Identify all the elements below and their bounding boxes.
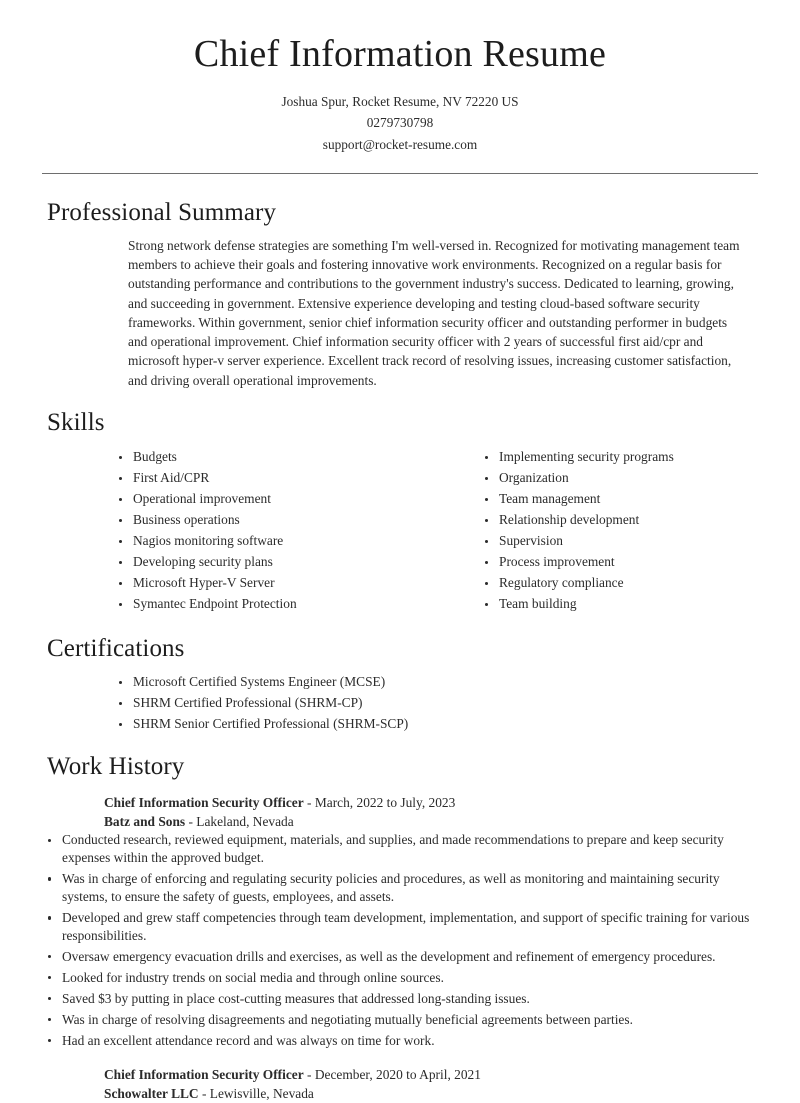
job-company: Batz and Sons [104, 814, 186, 830]
job-responsibility-item: Conducted research, reviewed equipment, materials, and supplies, and made recommendations to prepare and keep security expenses within the approved budget. [47, 831, 758, 867]
certification-item: Microsoft Certified Systems Engineer (MCSE) [118, 673, 758, 691]
job-responsibility-list [47, 831, 758, 1049]
resume-header [0, 0, 800, 156]
skill-item: Symantec Endpoint Protection [118, 595, 438, 613]
certifications-list [118, 673, 758, 733]
section-heading-certifications: Certifications [47, 635, 185, 663]
skill-item: Organization [484, 469, 758, 487]
skill-item: Supervision [484, 532, 758, 550]
skill-item: Implementing security programs [484, 448, 758, 466]
certification-item: SHRM Certified Professional (SHRM-CP) [118, 694, 758, 712]
section-heading-work-history: Work History [47, 753, 185, 781]
section-skills [0, 408, 800, 616]
skill-item: Relationship development [484, 511, 758, 529]
skills-columns [47, 448, 758, 616]
skills-list-left [118, 448, 438, 613]
page-title: Chief Information Resume [193, 33, 607, 75]
job-responsibility-item: Developed and grew staff competencies through team development, implementation, and support of specific training for various responsibilities. [47, 909, 758, 945]
work-history-entry [47, 1065, 758, 1103]
certification-item: SHRM Senior Certified Professional (SHRM-SCP) [118, 715, 758, 733]
job-title: Chief Information Security Officer [104, 1066, 304, 1082]
skills-column-left [118, 448, 438, 616]
job-separator: - [303, 1066, 315, 1082]
job-separator: - [185, 814, 197, 830]
skill-item: Process improvement [484, 553, 758, 571]
job-responsibility-item: Was in charge of enforcing and regulating security policies and procedures, as well as monitoring and maintaining security systems, to ensure the safety of guests, employees, and assets. [47, 870, 758, 906]
work-history-entry [47, 793, 758, 1049]
job-separator: - [198, 1085, 210, 1101]
job-responsibility-item: Was in charge of resolving disagreements and negotiating mutually beneficial agreements between parties. [47, 1011, 758, 1029]
job-responsibility-item: Oversaw emergency evacuation drills and exercises, as well as the development and refinement of emergency procedures. [47, 948, 758, 966]
skill-item: Team management [484, 490, 758, 508]
section-professional-summary [0, 198, 800, 390]
skill-item: Microsoft Hyper-V Server [118, 574, 438, 592]
job-separator: - [303, 795, 315, 811]
job-title-line [47, 793, 758, 812]
job-company: Schowalter LLC [104, 1085, 199, 1101]
work-history-entries [47, 793, 758, 1103]
skills-list-right [484, 448, 758, 613]
contact-address: Joshua Spur, Rocket Resume, NV 72220 US [281, 93, 519, 109]
section-certifications [0, 634, 800, 733]
skill-item: Business operations [118, 511, 438, 529]
contact-email: support@rocket-resume.com [322, 137, 478, 153]
job-company-line [47, 812, 758, 831]
header-divider [42, 173, 758, 174]
job-dates: December, 2020 to April, 2021 [314, 1066, 481, 1082]
skill-item: Regulatory compliance [484, 574, 758, 592]
skills-column-right [438, 448, 758, 616]
job-location: Lakeland, Nevada [196, 814, 294, 830]
job-title: Chief Information Security Officer [104, 795, 304, 811]
job-responsibility-item: Looked for industry trends on social media and through online sources. [47, 969, 758, 987]
certifications-list-wrap [47, 673, 758, 733]
professional-summary-text: Strong network defense strategies are something I'm well-versed in. Recognized for motivating management team members to achieve their goals and fostering innovative work environments. Recognized on a regular basis for outstanding performance and contributions to the government industry's success. Dedicated to learning, growing, and succeeding in government. Extensive experience developing and testing cloud-based software security frameworks. Within government, senior chief information security officer and outstanding performer in budgets and operational improvement. Chief information security officer with 2 years of successful first aid/cpr and microsoft hyper-v server experience. Excellent track record of resolving issues, increasing customer satisfaction, and driving overall operational improvements. [128, 237, 740, 388]
section-heading-skills: Skills [47, 409, 105, 437]
job-responsibility-item: Had an excellent attendance record and was always on time for work. [47, 1032, 758, 1050]
job-title-line [47, 1065, 758, 1084]
job-dates: March, 2022 to July, 2023 [314, 795, 456, 811]
job-company-line [47, 1084, 758, 1103]
skill-item: Developing security plans [118, 553, 438, 571]
section-heading-professional-summary: Professional Summary [47, 198, 277, 226]
skill-item: Budgets [118, 448, 438, 466]
section-work-history [0, 752, 800, 1103]
skill-item: Operational improvement [118, 490, 438, 508]
job-responsibility-item: Saved $3 by putting in place cost-cutting measures that addressed long-standing issues. [47, 990, 758, 1008]
skill-item: First Aid/CPR [118, 469, 438, 487]
job-location: Lewisville, Nevada [209, 1085, 314, 1101]
contact-phone: 0279730798 [366, 115, 434, 131]
skill-item: Nagios monitoring software [118, 532, 438, 550]
skill-item: Team building [484, 595, 758, 613]
